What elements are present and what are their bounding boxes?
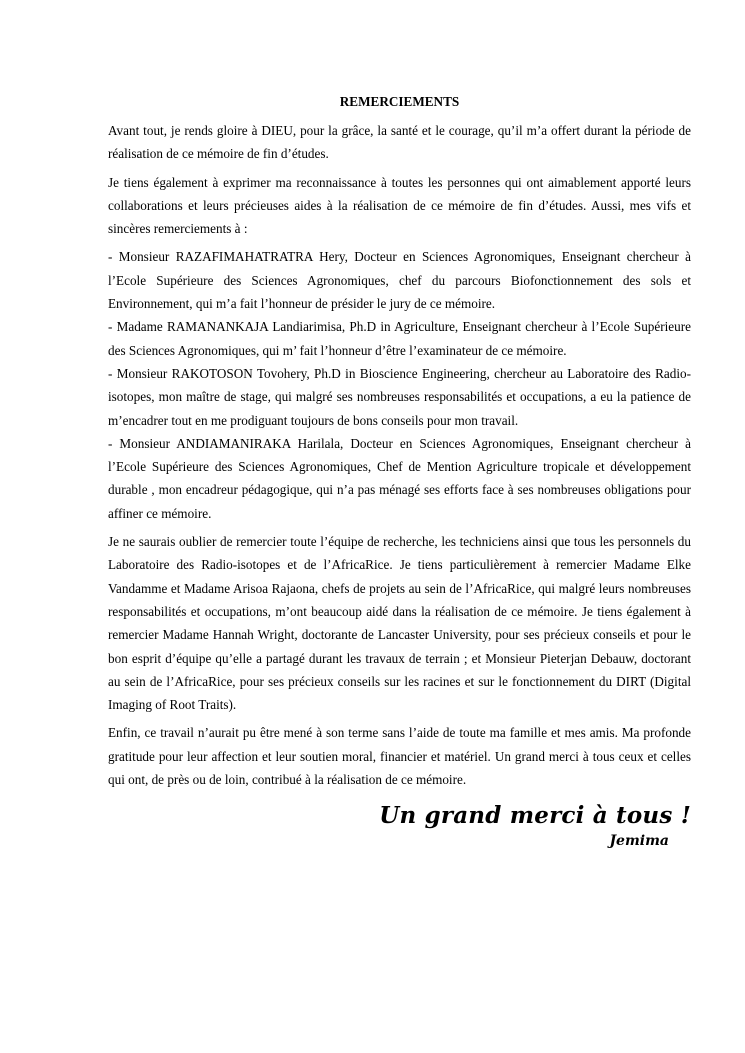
closing-line: Un grand merci à tous ! (379, 802, 691, 830)
document-page (108, 90, 691, 851)
page-title: REMERCIEMENTS (339, 94, 460, 109)
acknowledgement-item: - Monsieur RAKOTOSON Tovohery, Ph.D in Bioscience Engineering, chercheur au Laboratoire des Radio-isotopes, mon maître de stage, qui malgré ses nombreuses responsabilités et occupations, a eu la patience de m’encadrer tout en me prodiguant toujours de bons conseils pour mon travail. (108, 365, 691, 428)
acknowledgement-item: - Monsieur ANDIAMANIRAKA Harilala, Docteur en Sciences Agronomiques, Enseignant chercheur à l’Ecole Supérieure des Sciences Agronomiques, Chef de Mention Agriculture tropicale et développement durable , mon encadreur pédagogique, qui n’a pas ménagé ses efforts face à ses nombreuses obligations pour affiner ce mémoire. (108, 435, 691, 521)
acknowledgement-item: - Madame RAMANANKAJA Landiarimisa, Ph.D in Agriculture, Enseignant chercheur à l’Ecole Supérieure des Sciences Agronomiques, qui m’ fait l’honneur d’être l’examinateur de ce mémoire. (108, 319, 691, 358)
paragraph-team: Je ne saurais oublier de remercier toute l’équipe de recherche, les techniciens ainsi que tous les personnels du Laboratoire des Radio-isotopes et de l’AfricaRice. Je tiens particulièrement à remercier Madame Elke Vandamme et Madame Arisoa Rajaona, chefs de projets au sein de l’AfricaRice, qui malgré leurs nombreuses responsabilités et occupations, m’ont beaucoup aidé dans la réalisation de ce mémoire. Je tiens également à remercier Madame Hannah Wright, doctorante de Lancaster University, pour ses précieux conseils et pour le bon esprit d’équipe qu’elle a partagé durant les travaux de terrain ; et Monsieur Pieterjan Debauw, doctorant au sein de l’AfricaRice, pour ses précieux conseils sur les racines et sur le fonctionnement du DIRT (Digital Imaging of Root Traits). (108, 534, 691, 713)
paragraph-intro: Avant tout, je rends gloire à DIEU, pour la grâce, la santé et le courage, qu’il m’a offert durant la période de réalisation de ce mémoire de fin d’études. (108, 123, 691, 162)
acknowledgement-item: - Monsieur RAZAFIMAHATRATRA Hery, Docteur en Sciences Agronomiques, Enseignant chercheur à l’Ecole Supérieure des Sciences Agronomiques, chef du parcours Biofonctionnement des sols et Environnement, qui m’a fait l’honneur de présider le jury de ce mémoire. (108, 249, 691, 312)
paragraph-family: Enfin, ce travail n’aurait pu être mené à son terme sans l’aide de toute ma famille et mes amis. Ma profonde gratitude pour leur affection et leur soutien moral, financier et matériel. Un grand merci à tous ceux et celles qui ont, de près ou de loin, contribué à la réalisation de ce mémoire. (108, 725, 691, 788)
signature: Jemima (609, 833, 669, 850)
paragraph-gratitude: Je tiens également à exprimer ma reconnaissance à toutes les personnes qui ont aimablement apporté leurs collaborations et leurs précieuses aides à la réalisation de ce mémoire de fin d’études. Aussi, mes vifs et sincères remerciements à : (108, 174, 691, 237)
acknowledgement-list (108, 245, 691, 525)
